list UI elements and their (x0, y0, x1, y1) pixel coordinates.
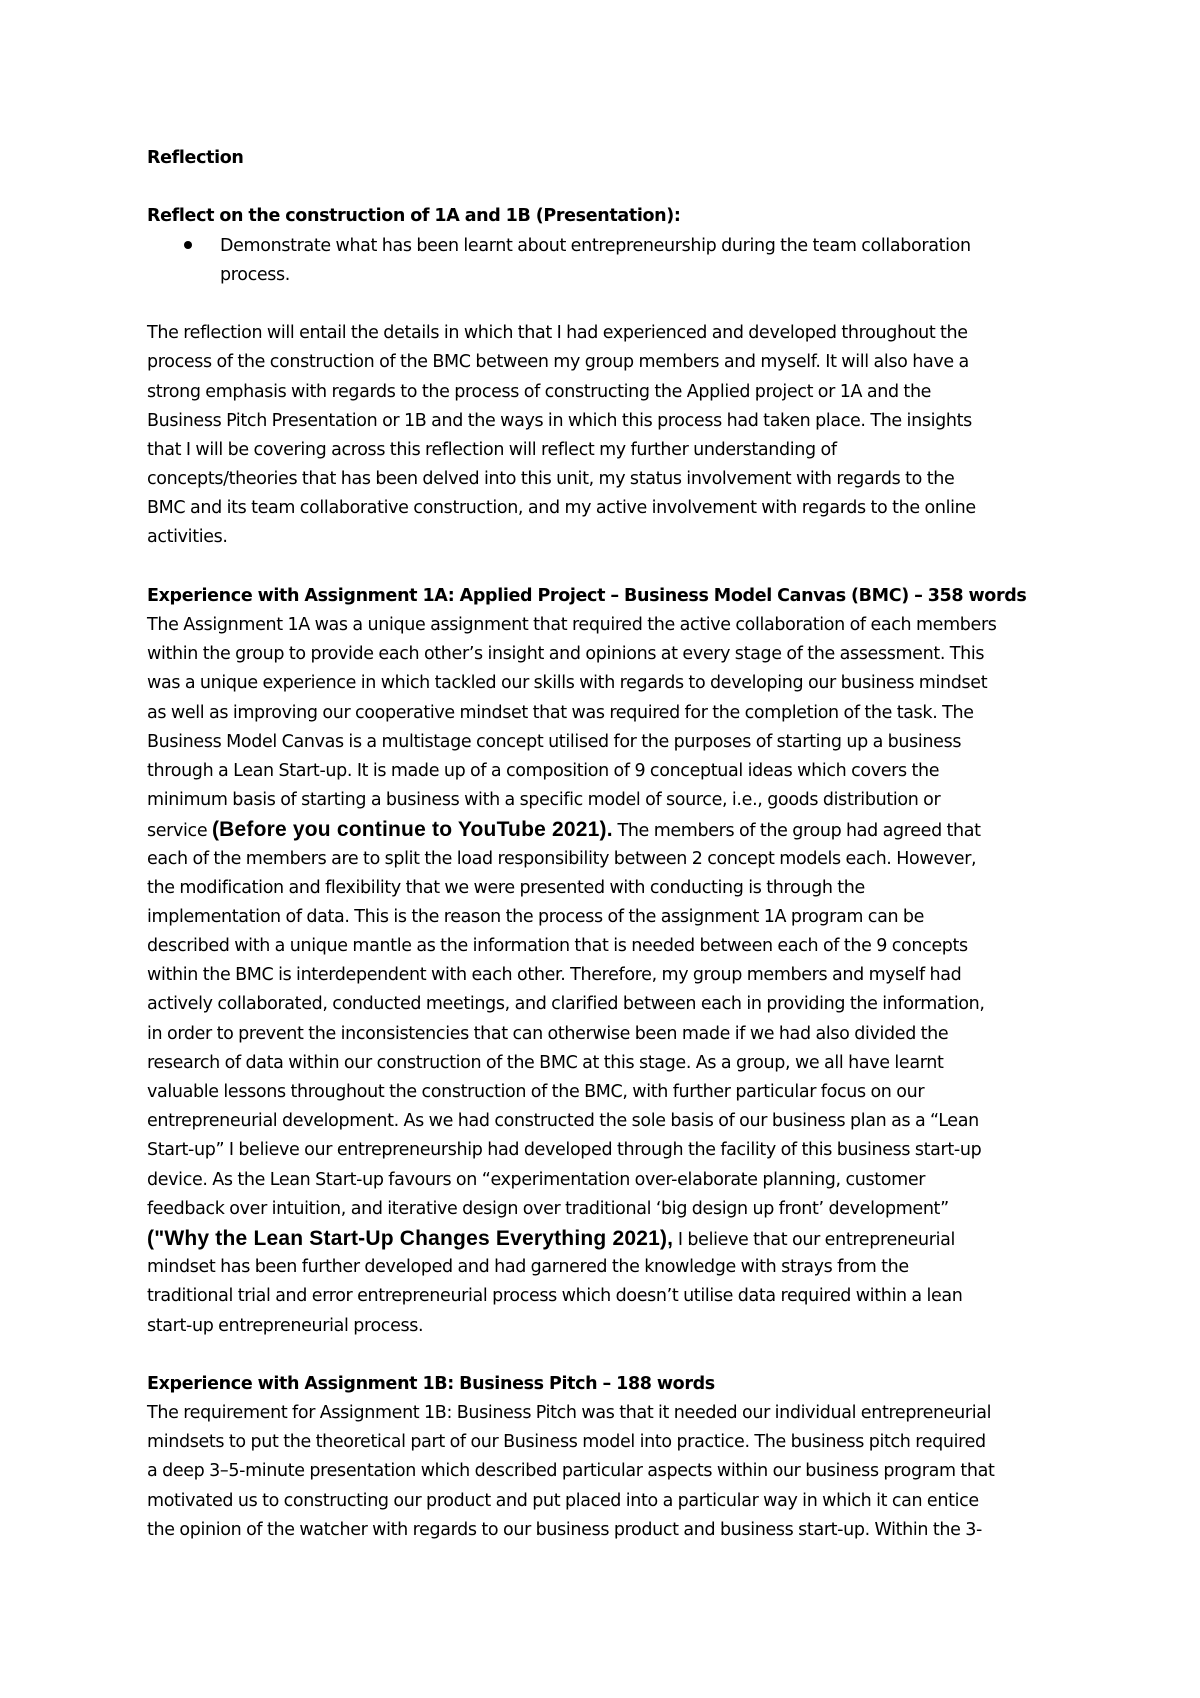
paragraph-line: device. As the Lean Start-up favours on “experimentation over-elaborate planning, customer (147, 1169, 926, 1190)
section-heading: Experience with Assignment 1A: Applied Project – Business Model Canvas (BMC) – 358 words (147, 585, 1027, 606)
section-1b (147, 1370, 1087, 1545)
paragraph-line: research of data within our construction of the BMC at this stage. As a group, we all have learnt (147, 1052, 944, 1073)
paragraph-line: within the BMC is interdependent with each other. Therefore, my group members and myself had (147, 965, 962, 986)
spacer (147, 173, 1087, 202)
intro-paragraph (147, 319, 1087, 553)
paragraph-line: mindset has been further developed and had garnered the knowledge with strays from the (147, 1257, 909, 1278)
citation: ("Why the Lean Start-Up Changes Everything 2021), (147, 1226, 674, 1250)
paragraph-line: Start-up” I believe our entrepreneurship had developed through the facility of this business start-up (147, 1140, 982, 1161)
bullet-line: process. (220, 264, 291, 285)
paragraph-line-with-citation (147, 815, 1087, 844)
paragraph-line: actively collaborated, conducted meetings, and clarified between each in providing the information, (147, 994, 985, 1015)
paragraph-line: the opinion of the watcher with regards to our business product and business start-up. Within the 3- (147, 1519, 982, 1540)
paragraph-line: The reflection will entail the details in which that I had experienced and developed throughout the (147, 323, 968, 344)
bullet-dot-icon (184, 241, 192, 249)
paragraph-line: Business Model Canvas is a multistage concept utilised for the purposes of starting up a business (147, 731, 962, 752)
paragraph-line: within the group to provide each other’s insight and opinions at every stage of the assessment. This (147, 644, 985, 665)
paragraph-line: BMC and its team collaborative construction, and my active involvement with regards to the online (147, 498, 976, 519)
paragraph-line: minimum basis of starting a business with a specific model of source, i.e., goods distribution or (147, 790, 941, 811)
spacer (147, 553, 1087, 582)
paragraph-line: The requirement for Assignment 1B: Business Pitch was that it needed our individual entrepreneurial (147, 1403, 992, 1424)
section-1a (147, 582, 1087, 1341)
line-text: I believe that our entrepreneurial (673, 1229, 956, 1250)
paragraph-line: The Assignment 1A was a unique assignment that required the active collaboration of each members (147, 615, 997, 635)
document-title: Reflection (147, 148, 244, 168)
paragraph-line: traditional trial and error entrepreneurial process which doesn’t utilise data required within a lean (147, 1286, 963, 1307)
bullet-item (147, 232, 1087, 290)
paragraph-line: concepts/theories that has been delved into this unit, my status involvement with regards to the (147, 469, 955, 490)
paragraph-line: through a Lean Start-up. It is made up of a composition of 9 conceptual ideas which covers the (147, 760, 940, 781)
prompt-heading: Reflect on the construction of 1A and 1B (Presentation): (147, 206, 681, 227)
paragraph-line: mindsets to put the theoretical part of our Business model into practice. The business pitch required (147, 1432, 986, 1453)
paragraph-line: described with a unique mantle as the information that is needed between each of the 9 concepts (147, 936, 968, 957)
paragraph-line: valuable lessons throughout the construction of the BMC, with further particular focus on our (147, 1082, 925, 1102)
paragraph-line: feedback over intuition, and iterative design over traditional ‘big design up front’ development” (147, 1198, 949, 1219)
paragraph-line: was a unique experience in which tackled our skills with regards to developing our business mindset (147, 673, 988, 694)
paragraph-line: activities. (147, 527, 228, 548)
paragraph-line: a deep 3–5-minute presentation which described particular aspects within our business program that (147, 1461, 995, 1482)
section-heading: Experience with Assignment 1B: Business Pitch – 188 words (147, 1373, 715, 1394)
spacer (147, 290, 1087, 319)
paragraph-line: strong emphasis with regards to the process of constructing the Applied project or 1A and the (147, 381, 932, 402)
document-body (147, 144, 1087, 1545)
paragraph-line: in order to prevent the inconsistencies that can otherwise been made if we had also divided the (147, 1023, 949, 1044)
spacer (147, 1341, 1087, 1370)
bullet-line: Demonstrate what has been learnt about entrepreneurship during the team collaboration (220, 235, 971, 256)
paragraph-line: implementation of data. This is the reason the process of the assignment 1A program can be (147, 906, 925, 927)
paragraph-line: start-up entrepreneurial process. (147, 1315, 424, 1336)
paragraph-line-with-citation (147, 1224, 1087, 1253)
paragraph-line: motivated us to constructing our product and put placed into a particular way in which it can entice (147, 1490, 979, 1511)
paragraph-line: Business Pitch Presentation or 1B and the ways in which this process had taken place. The insights (147, 410, 972, 431)
paragraph-line: as well as improving our cooperative mindset that was required for the completion of the task. The (147, 702, 974, 723)
line-text: service (147, 821, 212, 842)
citation: (Before you continue to YouTube 2021). (211, 818, 613, 842)
paragraph-line: process of the construction of the BMC between my group members and myself. It will also have a (147, 352, 969, 373)
line-text: The members of the group had agreed that (612, 821, 981, 842)
paragraph-line: each of the members are to split the load responsibility between 2 concept models each. However, (147, 848, 977, 869)
paragraph-line: the modification and flexibility that we were presented with conducting is through the (147, 877, 865, 898)
paragraph-line: that I will be covering across this reflection will reflect my further understanding of (147, 439, 837, 460)
paragraph-line: entrepreneurial development. As we had constructed the sole basis of our business plan as a “Lean (147, 1111, 979, 1132)
